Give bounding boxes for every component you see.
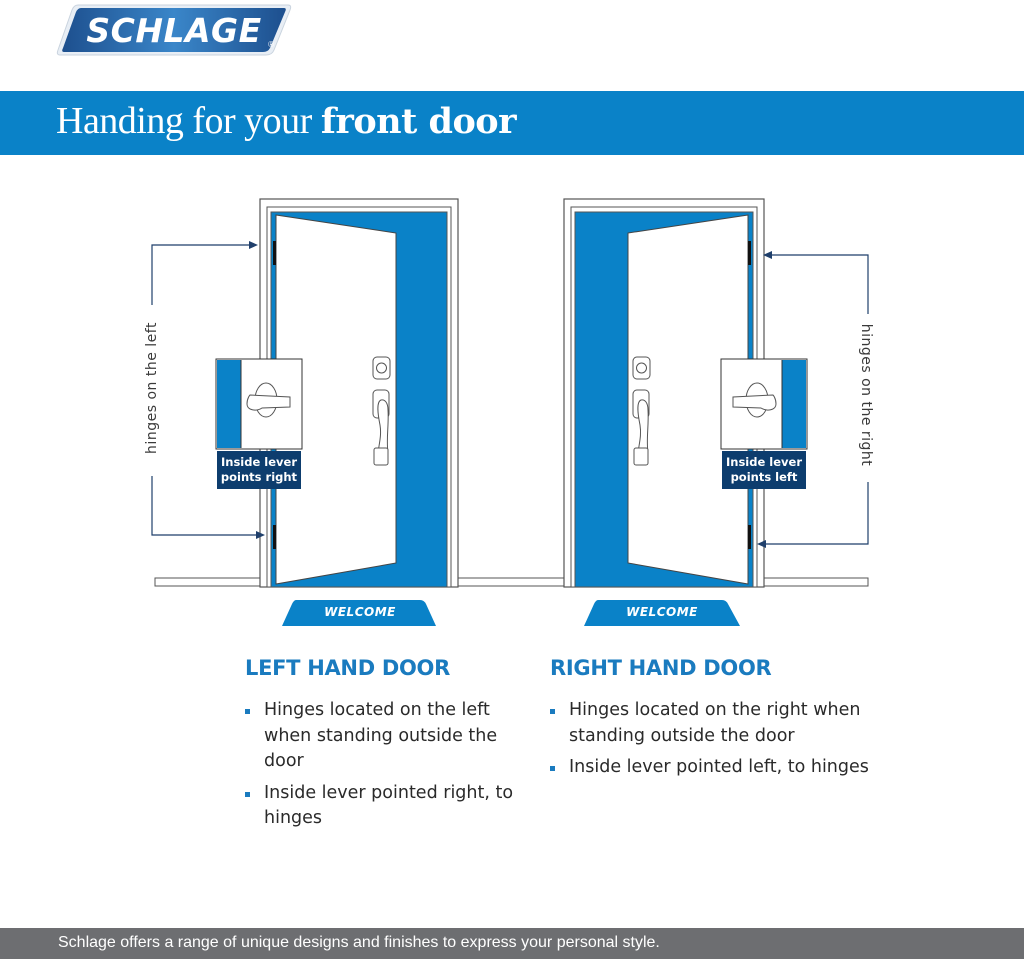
tag-line-2: points right — [220, 470, 298, 484]
hinges-right-label: hinges on the right — [858, 323, 874, 467]
title-regular: Handing for your — [56, 100, 321, 142]
footer-text: Schlage offers a range of unique designs and finishes to express your personal style. — [58, 934, 660, 951]
left-hand-door-heading: LEFT HAND DOOR — [245, 656, 450, 680]
title-bold: front door — [320, 101, 517, 142]
tag-line-2: points left — [730, 470, 798, 484]
footer-banner — [0, 928, 1024, 959]
inside-lever-left-tag — [722, 451, 806, 489]
left-hand-door-section — [245, 656, 535, 838]
left-hand-door-bullets — [245, 698, 535, 832]
hinges-left-label: hinges on the left — [144, 322, 160, 454]
logo-text: SCHLAGE — [86, 10, 262, 50]
list-item: Hinges located on the left when standing outside the door — [245, 698, 535, 775]
left-door-illustration — [152, 199, 458, 626]
right-hand-door-bullets — [550, 698, 870, 781]
list-item: Inside lever pointed left, to hinges — [550, 755, 870, 781]
tag-line-1: Inside lever — [221, 455, 297, 469]
bullet-square-icon — [550, 709, 555, 714]
welcome-mat-left: WELCOME — [324, 605, 396, 619]
title-banner — [0, 91, 1024, 155]
bullet-square-icon — [245, 792, 250, 797]
list-item: Hinges located on the right when standing outside the door — [550, 698, 870, 749]
right-hand-door-heading: RIGHT HAND DOOR — [550, 656, 772, 680]
registered-mark: ® — [268, 40, 274, 49]
tag-line-1: Inside lever — [726, 455, 802, 469]
list-item: Inside lever pointed right, to hinges — [245, 781, 535, 832]
welcome-mat-right: WELCOME — [626, 605, 698, 619]
right-hand-door-section — [550, 656, 870, 787]
schlage-logo — [56, 4, 292, 56]
bullet-square-icon — [550, 766, 555, 771]
bullet-square-icon — [245, 709, 250, 714]
page-title — [56, 99, 516, 143]
right-door-illustration — [564, 199, 868, 626]
inside-lever-right-tag — [217, 451, 301, 489]
